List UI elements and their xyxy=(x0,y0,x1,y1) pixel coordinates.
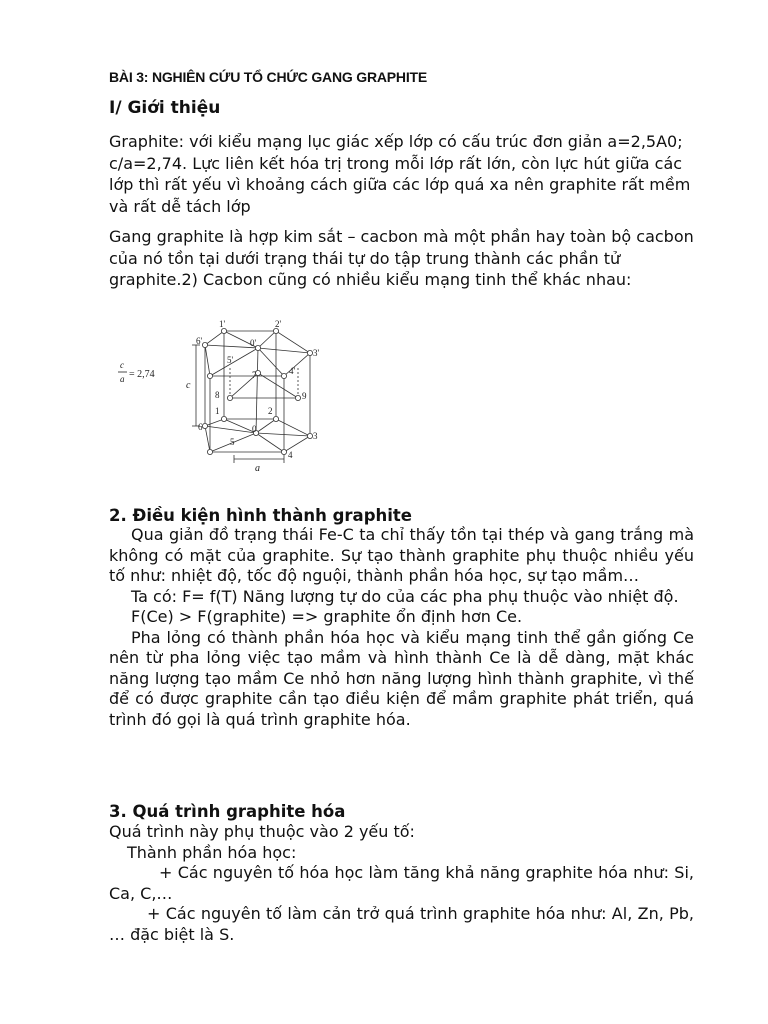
section-heading-graphitization: 3. Quá trình graphite hóa xyxy=(109,802,346,821)
label-9: 9 xyxy=(302,391,307,401)
document-title: BÀI 3: NGHIÊN CỨU TỔ CHỨC GANG GRAPHITE xyxy=(109,69,427,85)
paragraph-inhibiting-elements: + Các nguyên tố làm cản trở quá trình graphite hóa như: Al, Zn, Pb, … đặc biệt là S. xyxy=(109,904,694,944)
label-0prime: 0' xyxy=(250,338,257,348)
label-6prime: 6' xyxy=(196,336,203,346)
paragraph-graphite-structure: Graphite: với kiểu mạng lục giác xếp lớp có cấu trúc đơn giản a=2,5A0; c/a=2,74. Lực liên kết hóa trị trong mỗi lớp rất lớn, còn lực hút giữa các lớp thì rất yếu vì khoảng cách giữa các lớp quá xa nên graphite rất mềm và rất dễ tách lớp xyxy=(109,132,691,216)
label-3: 3 xyxy=(313,431,318,441)
atom-3 xyxy=(307,433,312,438)
hexagonal-lattice-diagram xyxy=(118,318,333,476)
paragraph-gang-graphite: Gang graphite là hợp kim sắt – cacbon mà một phần hay toàn bộ cacbon của nó tồn tại dưới trạng thái tự do tập trung thành các phần tử graphite.2) Cacbon cũng có nhiều kiểu mạng tinh thể khác nhau: xyxy=(109,227,694,289)
atom-2 xyxy=(273,416,278,421)
label-1: 1 xyxy=(215,406,220,416)
ratio-c: c xyxy=(120,360,124,370)
graphite-lattice-figure xyxy=(118,318,333,476)
dimension-a-label: a xyxy=(255,463,260,474)
dimension-c-label: c xyxy=(186,380,191,391)
section-graphitization-body xyxy=(109,822,694,945)
paragraph-free-energy: Ta có: F= f(T) Năng lượng tự do của các pha phụ thuộc vào nhiệt độ. xyxy=(131,586,679,606)
paragraph-fe-c-diagram: Qua giản đồ trạng thái Fe-C ta chỉ thấy tồn tại thép và gang trắng mà không có mặt của graphite. Sự tạo thành graphite phụ thuộc nhiều yếu tố như: nhiệt độ, tốc độ nguội, thành phần hóa học, sự tạo mầm… xyxy=(109,525,694,585)
label-3prime: 3' xyxy=(313,348,320,358)
ratio-value: = 2,74 xyxy=(129,369,155,380)
label-2prime: 2' xyxy=(275,319,282,329)
label-4: 4 xyxy=(288,450,293,460)
paragraph-two-factors: Quá trình này phụ thuộc vào 2 yếu tố: xyxy=(109,822,415,841)
atom-6prime xyxy=(202,342,207,347)
atom-4prime xyxy=(281,373,286,378)
label-2: 2 xyxy=(268,406,273,416)
label-1prime: 1' xyxy=(219,319,226,329)
atom-4 xyxy=(281,449,286,454)
label-4prime: 4' xyxy=(289,366,296,376)
label-0: 0 xyxy=(252,424,257,434)
paragraph-liquid-phase: Pha lỏng có thành phần hóa học và kiểu mạng tinh thể gần giống Ce nên từ pha lỏng việc tạo mầm và hình thành Ce là dễ dàng, mặt khác năng lượng tạo mầm Ce nhỏ hơn năng lượng hình thành graphite, vì thế để có được graphite cần tạo điều kiện để mầm graphite phát triển, quá trình đó gọi là quá trình graphite hóa. xyxy=(109,627,694,729)
label-6: 6 xyxy=(198,422,203,432)
atom-1prime xyxy=(221,328,226,333)
atom-5prime xyxy=(207,373,212,378)
label-5prime: 5' xyxy=(227,355,234,365)
atom-0prime xyxy=(255,345,260,350)
atom-2prime xyxy=(273,328,278,333)
label-5: 5 xyxy=(230,437,235,447)
paragraph-free-energy-compare: F(Ce) > F(graphite) => graphite ổn định hơn Ce. xyxy=(131,607,523,626)
atom-1 xyxy=(221,416,226,421)
atom-8 xyxy=(227,395,232,400)
section-heading-intro: I/ Giới thiệu xyxy=(109,98,221,118)
section-heading-conditions: 2. Điều kiện hình thành graphite xyxy=(109,506,412,525)
paragraph-promoting-elements: + Các nguyên tố hóa học làm tăng khả năng graphite hóa như: Si, Ca, C,… xyxy=(109,863,694,903)
atom-6 xyxy=(202,423,207,428)
label-8: 8 xyxy=(215,390,220,400)
label-7: 7 xyxy=(252,370,257,380)
ratio-a: a xyxy=(120,374,125,384)
atom-5 xyxy=(207,449,212,454)
atom-3prime xyxy=(307,350,312,355)
paragraph-chemical-composition: Thành phần hóa học: xyxy=(127,842,297,862)
atom-9 xyxy=(295,395,300,400)
section-conditions-body xyxy=(109,525,694,730)
